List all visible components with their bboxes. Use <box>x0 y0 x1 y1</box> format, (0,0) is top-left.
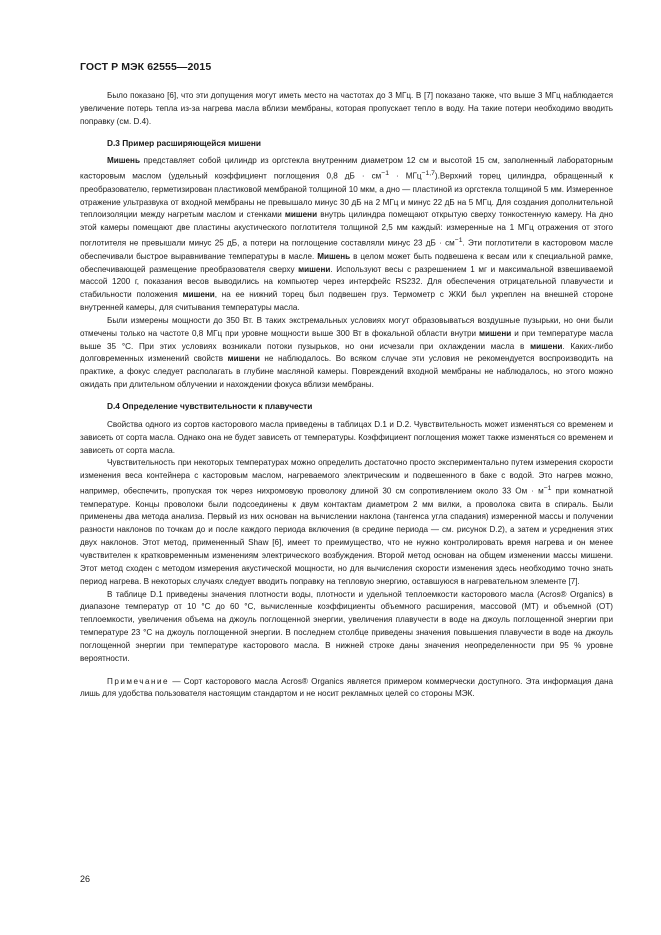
superscript: −1 <box>381 170 389 178</box>
superscript: −1 <box>454 237 463 245</box>
text-run: и при температуре масла выше 35 °С. При этих условиях возникали потоки пузырьков, но они исчезали при охлаждении масла в <box>80 328 613 351</box>
d3-paragraph-1 <box>80 155 613 315</box>
text-run: ).Верхний торец цилиндра, обращенный к преобразователю, герметизирован пластиковой мембраной толщиной 10 мкм, а дно — пластиной из оргстекла толщиной 5 мм. Измеренное отражение ультразвука от входной мембраны не превышало минус 30 дБ на 2 МГц и минус 22 дБ на 5 МГц. Для создания дополнительной теплоизоляции между нагретым маслом и стенками <box>80 171 613 220</box>
term-target: мишени <box>182 290 215 300</box>
text-run: . Каких-либо долговременных изменений свойств <box>80 341 613 364</box>
d3-paragraph-2 <box>80 315 613 392</box>
term-target: Мишень <box>107 156 140 166</box>
d4-paragraph-1: Свойства одного из сортов касторового масла приведены в таблицах D.1 и D.2. Чувствительность может изменяться со временем и зависеть от сорта масла. Однако она не будет зависеть от температуры. Коэффициент поглощения может также изменяться со временем и зависеть от сорта масла. <box>80 419 613 455</box>
text-run: Были измерены мощности до 350 Вт. В таких экстремальных условиях могут образовываться воздушные пузырьки, но они были отмечены только на частоте 0,8 МГц при уровне мощности выше 300 Вт в фокальной области внутри <box>80 315 613 338</box>
term-target: Мишень <box>317 251 351 261</box>
term-target: мишени <box>227 354 260 364</box>
intro-paragraph: Было показано [6], что эти допущения могут иметь место на частотах до 3 МГц. В [7] показано также, что выше 3 МГц наблюдается увеличение потерь тепла из-за нагрева масла вблизи мембраны, которая пропускает тепло в воду. На такие потери необходимо вводить поправку (см. D.4). <box>80 91 613 126</box>
term-target: мишени <box>479 328 512 338</box>
term-target: мишени <box>284 210 318 220</box>
section-d3-heading: D.3 Пример расширяющейся мишени <box>107 137 262 148</box>
text-run: . Эти поглотители в касторовом масле обеспечивали быстрое выравнивание температуры в масле. <box>80 238 613 261</box>
term-target: мишени <box>530 341 563 351</box>
text-run: . Используют весы с разрешением 1 мг и максимальной взвешиваемой массой 1200 г, показания весов выводились на компьютер через интерфейс RS232. Для обеспечения отрицательной плавучести и стабильности положения <box>80 264 613 300</box>
note-label: Примечание <box>107 676 170 686</box>
superscript: −1,7 <box>421 170 435 178</box>
text-run: в целом может быть подвешена к весам или к специальной рамке, обеспечивающей размещение преобразователя сверху <box>80 251 614 274</box>
document-header: ГОСТ Р МЭК 62555—2015 <box>80 61 212 73</box>
d4-paragraph-2 <box>80 457 613 588</box>
text-run: · МГц <box>388 171 422 181</box>
text-run: представляет собой цилиндр из оргстекла внутренним диаметром 12 см и высотой 15 см, заполненный лабораторным касторовым маслом (удельный коэффициент поглощения 0,8 дБ · см <box>80 156 613 181</box>
text-run: Чувствительность при некоторых температурах можно определить достаточно просто экспериментально путем измерения скорости изменения веса контейнера с касторовым маслом, нагреваемого электрическим и подвешенного в баке с водой. Это нагрев можно, например, обеспечить, пропуская ток через нихромовую проволоку длиной 30 см сопротивлением около 33 Ом · м <box>80 458 613 496</box>
text-run: при комнатной температуре. Концы проволоки были подсоединены к двум контактам диаметром 2 мм вилки, а проволока свита в спираль. Были применены два метода анализа. Первый из них основан на вычислении наклона (тангенса угла спадания) измеренной массы и получении разности наклонов по точкам до и после каждого периода включения (в средине периода — см. рисунок D.2), а затем и усреднения этих двух наклонов. Этот метод, примененный Shaw [6], имеет то преимущество, что не нужно контролировать время нагрева и он менее чувствителен к кратковременным изменениям электрического возбуждения. Второй метод основан на общем изменении массы мишени. Этот метод сходен с методом измерения акустической мощности, но для вычисления скорости изменения здесь необходимо точно знать период нагрева. В некоторых случаях следует вводить поправку на тепловую энергию, оставшуюся в нагревательном элементе [7]. <box>80 486 613 586</box>
term-target: мишени <box>298 264 331 274</box>
text-run: , на ее нижний торец был подвешен груз. Термометр с ЖКИ был укреплен на внешней стороне внутренней камеры, для считывания температуры масла. <box>80 290 613 313</box>
superscript: −1 <box>543 485 552 493</box>
d4-paragraph-3: В таблице D.1 приведены значения плотности воды, плотности и удельной теплоемкости касторового масла (Acros® Organics) в диапазоне температур от 10 °С до 60 °С, вычисленные коэффициенты объемного расширения, массовой (МТ) и объемной (ОТ) теплоемкости, увеличения объема на джоуль поглощенной энергии, увеличения плавучести в воде на джоуль поглощенной энергии при температуре 23 °С на джоуль поглощенной энергии. В последнем столбце приведены значения повышения плавучести в воде на джоуль поглощенной энергии при температуре касторового масла. В нижней строке даны значения неопределенности при 95 % уровне вероятности. <box>80 589 613 663</box>
page-number: 26 <box>80 874 91 884</box>
text-run: не наблюдалось. Во всяком случае эти условия не рекомендуется воспроизводить на практике, а фокус следует располагать в глубине масляной камеры. Повреждений входной мембраны не наблюдалось, но этого можно ожидать при длительном облучении и нахождении фокуса вблизи мембраны. <box>80 354 613 390</box>
page-body <box>80 90 613 709</box>
note-paragraph <box>80 676 613 702</box>
section-d4-heading: D.4 Определение чувствительности к плавучести <box>107 401 313 411</box>
note-text: — Сорт касторового масла Acros® Organics является примером коммерчески доступного. Эта информация дана лишь для удобства пользователя настоящим стандартом и не носит рекламных целей со стороны МЭК. <box>80 676 613 699</box>
text-run: внутрь цилиндра помещают открытую сверху тонкостенную камеру. На дно этой камеры помещают две пластины акустического поглотителя толщиной 2,5 мм каждый: измеренные на 1 МГц отражения от этого поглотителя не превышали минус 25 дБ, а потери на поглощение составляли минус 23 дБ · см <box>80 210 613 248</box>
